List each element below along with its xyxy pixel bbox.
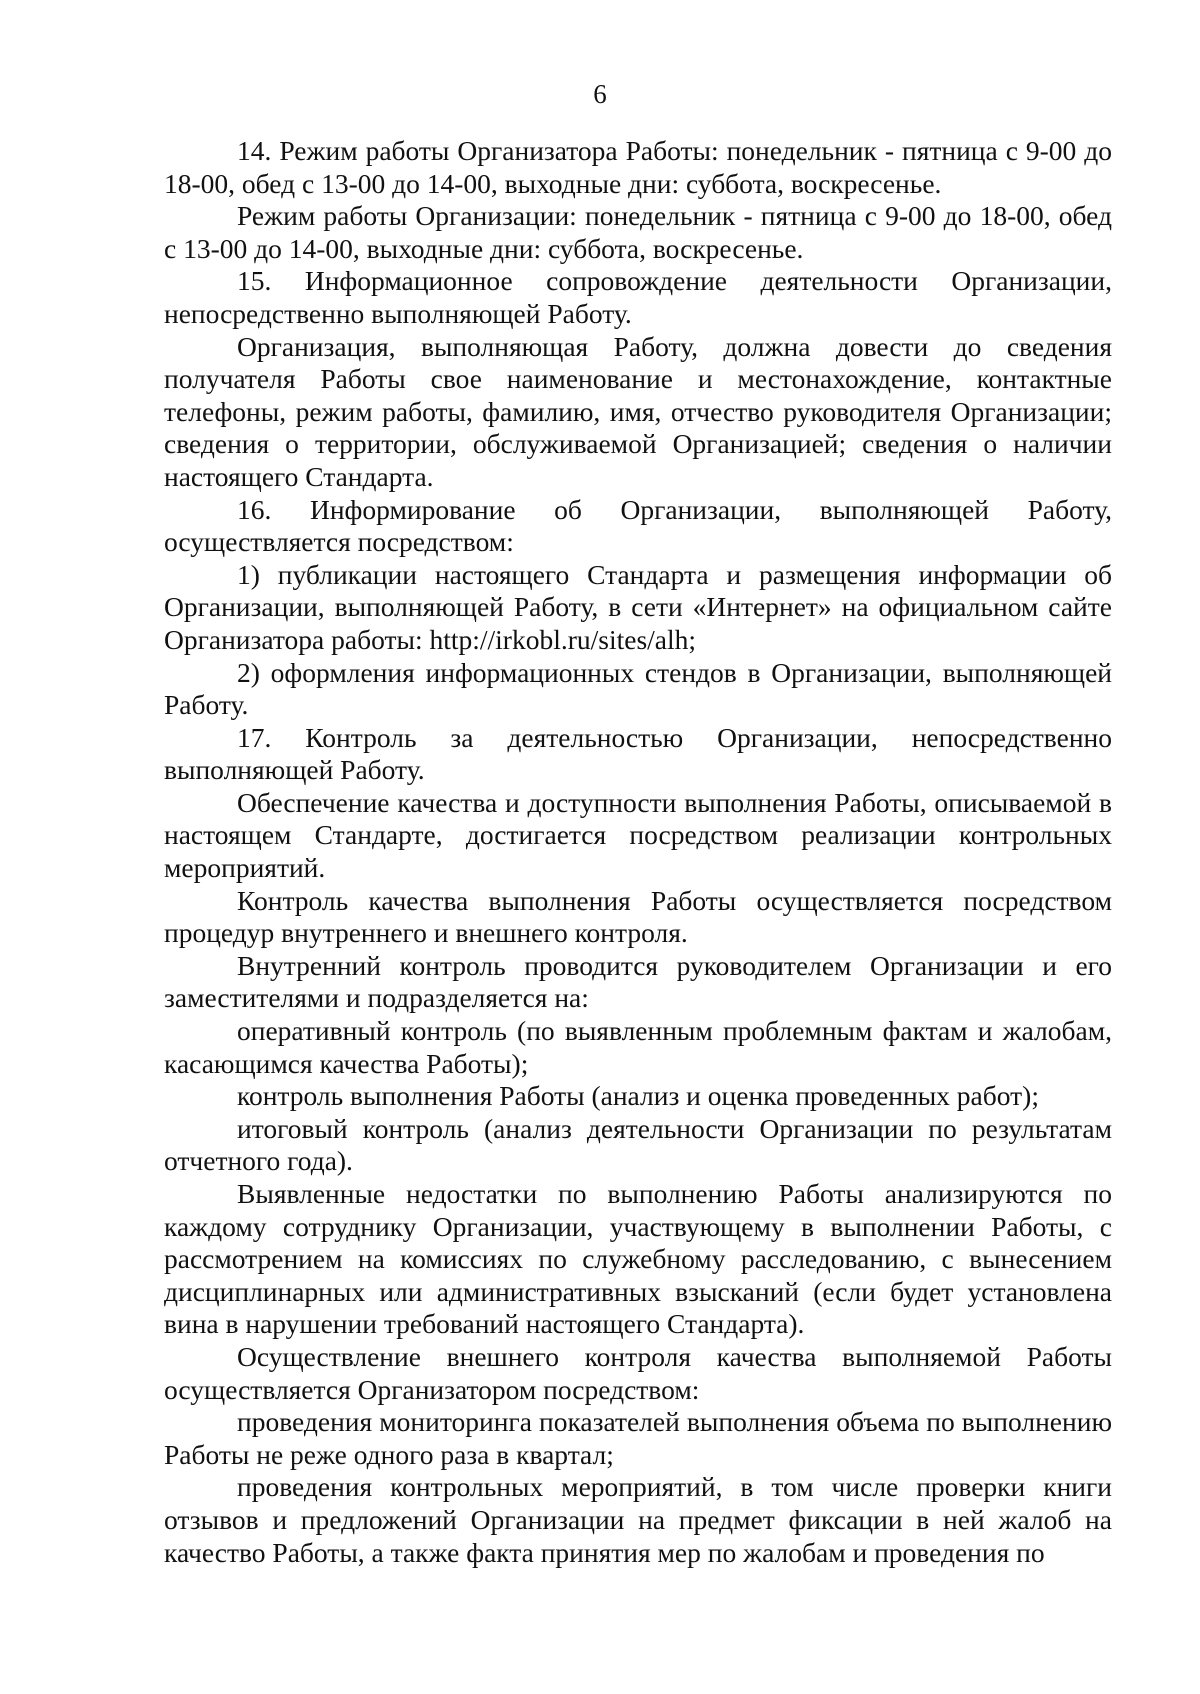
paragraph-external-control: Осуществление внешнего контроля качества выполняемой Работы осуществляется Организатором посредством: [164,1340,1112,1405]
page-number: 6 [593,79,607,109]
document-body [164,135,1112,1569]
list-item-operational-control: оперативный контроль (по выявленным проблемным фактам и жалобам, касающимся качества Работы); [164,1015,1112,1079]
paragraph-15-information-support: 15. Информационное сопровождение деятельности Организации, непосредственно выполняющей Работу. [164,265,1112,329]
paragraph-quality-assurance: Обеспечение качества и доступности выполнения Работы, описываемой в настоящем Стандарте, достигается посредством реализации контрольных мероприятий. [164,786,1112,884]
paragraph-organization-disclosure: Организация, выполняющая Работу, должна довести до сведения получателя Работы свое наименование и местонахождение, контактные телефоны, режим работы, фамилию, имя, отчество руководителя Организации; сведения о территории, обслуживаемой Организацией; сведения о наличии настоящего Стандарта. [164,330,1112,492]
paragraph-quality-control: Контроль качества выполнения Работы осуществляется посредством процедур внутреннего и внешнего контроля. [164,884,1112,949]
list-item-monitoring: проведения мониторинга показателей выполнения объема по выполнению Работы не реже одного раза в квартал; [164,1406,1112,1470]
paragraph-14-work-schedule-organizer: 14. Режим работы Организатора Работы: понедельник - пятница с 9-00 до 18-00, обед с 13-00 до 14-00, выходные дни: суббота, воскресенье. [164,135,1112,199]
paragraph-deficiencies: Выявленные недостатки по выполнению Работы анализируются по каждому сотруднику Организации, участвующему в выполнении Работы, с рассмотрением на комиссиях по служебному расследованию, с вынесением дисциплинарных или административных взысканий (если будет установлена вина в нарушении требований настоящего Стандарта). [164,1178,1112,1340]
paragraph-17-control: 17. Контроль за деятельностью Организации, непосредственно выполняющей Работу. [164,721,1112,786]
list-item-publication: 1) публикации настоящего Стандарта и размещения информации об Организации, выполняющей Работу, в сети «Интернет» на официальном сайте Организатора работы: http://irkobl.ru/sites/alh; [164,558,1112,655]
list-item-information-stands: 2) оформления информационных стендов в Организации, выполняющей Работу. [164,656,1112,721]
list-item-execution-control: контроль выполнения Работы (анализ и оценка проведенных работ); [237,1080,1039,1112]
list-item-control-measures: проведения контрольных мероприятий, в том числе проверки книги отзывов и предложений Организации на предмет фиксации в ней жалоб на качество Работы, а также факта принятия мер по жалобам и проведения по [164,1471,1112,1568]
paragraph-work-schedule-organization: Режим работы Организации: понедельник - пятница с 9-00 до 18-00, обед с 13-00 до 14-00, выходные дни: суббота, воскресенье. [164,200,1112,264]
paragraph-internal-control: Внутренний контроль проводится руководителем Организации и его заместителями и подразделяется на: [164,949,1112,1014]
paragraph-16-informing: 16. Информирование об Организации, выполняющей Работу, осуществляется посредством: [164,493,1112,558]
list-item-final-control: итоговый контроль (анализ деятельности Организации по результатам отчетного года). [164,1112,1112,1177]
